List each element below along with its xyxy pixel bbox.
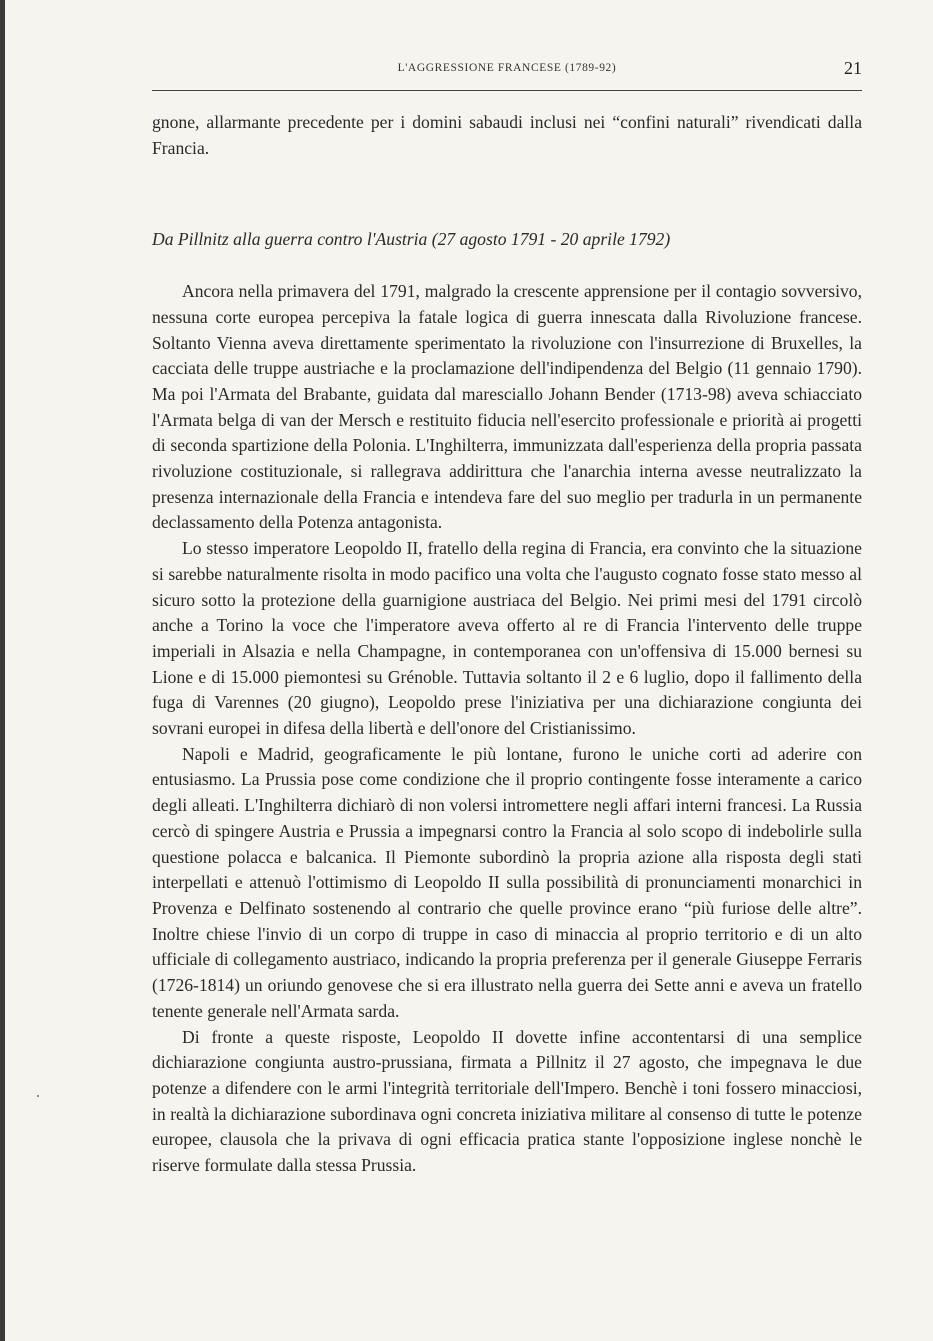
paragraph-1: Ancora nella primavera del 1791, malgrado la crescente apprensione per il contagio sovversivo, nessuna corte europea percepiva la fatale logica di guerra innescata dalla Rivoluzione francese. Soltanto Vienna aveva direttamente sperimentato la rivoluzione con l'insurrezione di Bruxelles, la cacciata delle truppe austriache e la proclamazione dell'indipendenza del Belgio (11 gennaio 1790). Ma poi l'Armata del Brabante, guidata dal maresciallo Johann Bender (1713-98) aveva schiacciato l'Armata belga di van der Mersch e restituito fiducia nell'esercito professionale e priorità ai progetti di seconda spartizione della Polonia. L'Inghilterra, immunizzata dall'esperienza della propria passata rivoluzione costituzionale, si rallegrava addirittura che l'anarchia interna avesse neutralizzato la presenza internazionale della Francia e intendeva fare del suo meglio per tradurla in un permanente declassamento della Potenza antagonista. — [152, 281, 862, 533]
paragraph-4: Di fronte a queste risposte, Leopoldo II dovette infine accontentarsi di una semplice dichiarazione congiunta austro-prussiana, firmata a Pillnitz il 27 agosto, che impegnava le due potenze a difendere con le armi l'integrità territoriale dell'Impero. Benchè i toni fossero minacciosi, in realtà la dichiarazione subordinava ogni concreta iniziativa militare al consenso di tutte le potenze europee, clausola che la privava di ogni efficacia pratica stante l'opposizione inglese nonchè le riserve formulate dalla stessa Prussia. — [152, 1026, 862, 1176]
paragraph-3: Napoli e Madrid, geograficamente le più lontane, furono le uniche corti ad aderire con entusiasmo. La Prussia pose come condizione che il proprio contingente fosse interamente a carico degli alleati. L'Inghilterra dichiarò di non volersi intromettere negli affari interni francesi. La Russia cercò di spingere Austria e Prussia a impegnarsi contro la Francia al solo scopo di indebolirle sulla questione polacca e balcanica. Il Piemonte subordinò la propria azione alla risposta degli stati interpellati e attenuò l'ottimismo di Leopoldo II sulla possibilità di pronunciamenti monarchici in Provenza e Delfinato sostenendo al contrario che quelle province erano “più furiose delle altre”. Inoltre chiese l'invio di un corpo di truppe in caso di minaccia al proprio territorio e di un alto ufficiale di collegamento austriaco, indicando la propria preferenza per il generale Giuseppe Ferraris (1726-1814) un oriundo genovese che si era illustrato nella guerra dei Sette anni e aveva un fratello tenente generale nell'Armata sarda. — [152, 743, 862, 1021]
body-text — [152, 110, 862, 1179]
page-number: 21 — [844, 58, 862, 78]
paragraph-2: Lo stesso imperatore Leopoldo II, fratello della regina di Francia, era convinto che la situazione si sarebbe naturalmente risolta in modo pacifico una volta che l'augusto cognato fosse stato messo al sicuro sotto la protezione della guarnigione austriaca del Belgio. Nei primi mesi del 1791 circolò anche a Torino la voce che l'imperatore aveva offerto al re di Francia l'intervento delle truppe imperiali in Alsazia e nella Champagne, in contemporanea con un'offensiva di 15.000 bernesi su Lione e di 15.000 piemontesi su Grénoble. Tuttavia soltanto il 2 e 6 luglio, dopo il fallimento della fuga di Varennes (20 giugno), Leopoldo prese l'iniziativa per una dichiarazione congiunta dei sovrani europei in difesa della libertà e dell'onore del Cristianissimo. — [152, 538, 862, 739]
running-title: L'AGGRESSIONE FRANCESE (1789-92) — [397, 62, 617, 74]
continuation-paragraph: gnone, allarmante precedente per i domini sabaudi inclusi nei “confini naturali” rivendicati dalla Francia. — [152, 112, 862, 158]
page-header — [152, 60, 862, 91]
binding-edge — [0, 0, 5, 1341]
section-heading: Da Pillnitz alla guerra contro l'Austria (27 agosto 1791 - 20 aprile 1792) — [152, 229, 671, 250]
margin-mark — [37, 1095, 39, 1097]
